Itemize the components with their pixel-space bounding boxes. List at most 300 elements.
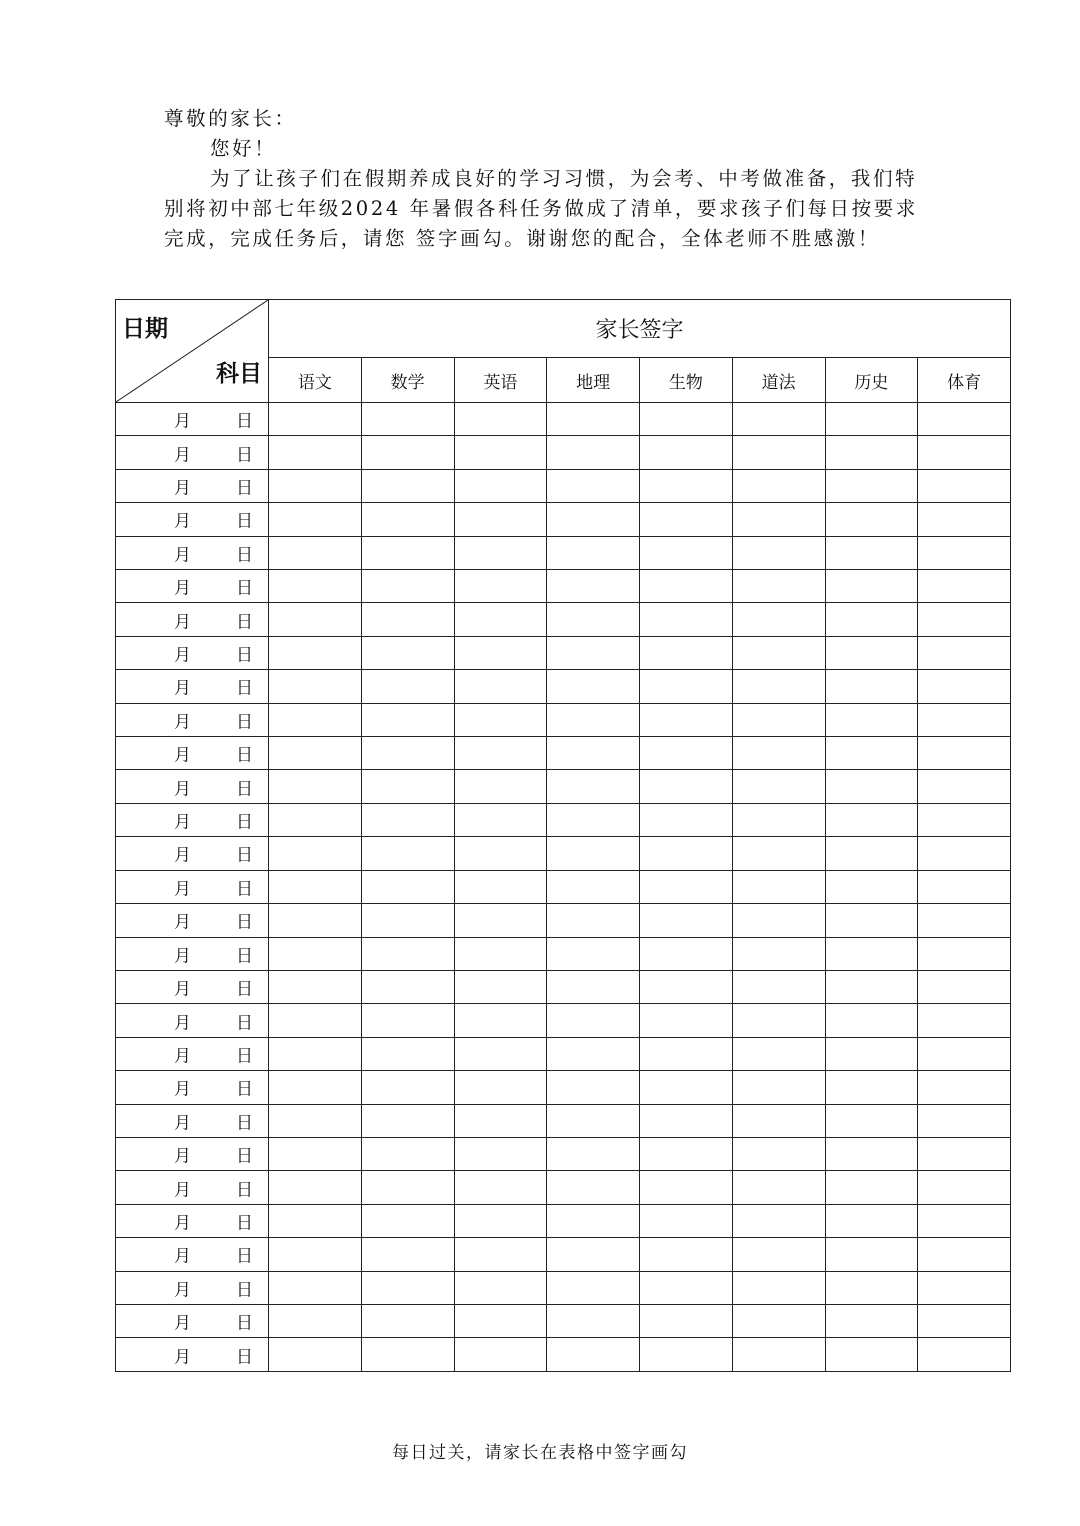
signature-cell[interactable] <box>269 1338 362 1372</box>
signature-cell[interactable] <box>547 636 640 669</box>
header-corner-cell <box>116 300 269 403</box>
table-row <box>116 436 1011 469</box>
signature-cell[interactable] <box>547 1304 640 1337</box>
month-label: 月 <box>174 779 191 800</box>
signature-cell[interactable] <box>918 503 1011 536</box>
signature-cell[interactable] <box>361 1071 454 1104</box>
signature-cell[interactable] <box>547 503 640 536</box>
signature-cell[interactable] <box>640 1171 733 1204</box>
signature-cell[interactable] <box>825 737 918 770</box>
signature-cell[interactable] <box>269 1104 362 1137</box>
signature-cell[interactable] <box>454 1171 547 1204</box>
signature-cell[interactable] <box>361 937 454 970</box>
signature-cell[interactable] <box>918 904 1011 937</box>
month-label: 月 <box>174 1180 191 1201</box>
signature-cell[interactable] <box>825 1338 918 1372</box>
signature-cell[interactable] <box>640 737 733 770</box>
signature-cell[interactable] <box>454 870 547 903</box>
signature-cell[interactable] <box>918 970 1011 1003</box>
signature-cell[interactable] <box>918 1137 1011 1170</box>
signature-cell[interactable] <box>825 904 918 937</box>
month-label: 月 <box>174 845 191 866</box>
signature-cell[interactable] <box>361 603 454 636</box>
signature-cell[interactable] <box>732 703 825 736</box>
signature-cell[interactable] <box>454 803 547 836</box>
month-label: 月 <box>174 545 191 566</box>
day-label: 日 <box>236 1013 253 1034</box>
signature-cell[interactable] <box>361 403 454 436</box>
signature-cell[interactable] <box>454 1104 547 1137</box>
signature-cell[interactable] <box>547 803 640 836</box>
signature-cell[interactable] <box>547 1037 640 1070</box>
signature-cell[interactable] <box>361 770 454 803</box>
signature-cell[interactable] <box>918 1304 1011 1337</box>
signature-cell[interactable] <box>454 1037 547 1070</box>
signature-cell[interactable] <box>547 1204 640 1237</box>
signature-cell[interactable] <box>825 970 918 1003</box>
signature-cell[interactable] <box>918 770 1011 803</box>
subject-header-cell: 英语 <box>454 358 547 403</box>
signature-cell[interactable] <box>361 503 454 536</box>
signature-cell[interactable] <box>640 403 733 436</box>
signature-cell[interactable] <box>269 570 362 603</box>
signature-cell[interactable] <box>454 703 547 736</box>
table-row <box>116 536 1011 569</box>
subject-header-cell: 数学 <box>361 358 454 403</box>
table-row <box>116 1004 1011 1037</box>
table-row <box>116 1338 1011 1372</box>
day-label: 日 <box>236 645 253 666</box>
signature-cell[interactable] <box>825 1004 918 1037</box>
signature-cell[interactable] <box>918 469 1011 502</box>
signature-cell[interactable] <box>732 803 825 836</box>
signature-cell[interactable] <box>361 1238 454 1271</box>
signature-cell[interactable] <box>640 770 733 803</box>
signature-cell[interactable] <box>361 1104 454 1137</box>
signature-cell[interactable] <box>732 1004 825 1037</box>
signature-cell[interactable] <box>361 570 454 603</box>
signature-cell[interactable] <box>269 536 362 569</box>
signature-cell[interactable] <box>361 436 454 469</box>
table-row <box>116 937 1011 970</box>
signature-cell[interactable] <box>547 1004 640 1037</box>
month-label: 月 <box>174 712 191 733</box>
signature-cell[interactable] <box>918 737 1011 770</box>
signature-cell[interactable] <box>547 670 640 703</box>
signature-cell[interactable] <box>825 1238 918 1271</box>
signature-cell[interactable] <box>732 1238 825 1271</box>
day-label: 日 <box>236 845 253 866</box>
date-cell <box>116 469 269 502</box>
signature-cell[interactable] <box>825 803 918 836</box>
table-row <box>116 1204 1011 1237</box>
signature-cell[interactable] <box>732 1137 825 1170</box>
table-row <box>116 1238 1011 1271</box>
signature-cell[interactable] <box>361 469 454 502</box>
signature-cell[interactable] <box>454 937 547 970</box>
signature-cell[interactable] <box>361 1037 454 1070</box>
table-row <box>116 904 1011 937</box>
letter-greeting: 您好！ <box>210 137 277 160</box>
table-row <box>116 1104 1011 1137</box>
day-label: 日 <box>236 1180 253 1201</box>
signature-cell[interactable] <box>269 1271 362 1304</box>
signature-cell[interactable] <box>918 803 1011 836</box>
signature-cell[interactable] <box>825 770 918 803</box>
signature-cell[interactable] <box>732 536 825 569</box>
signature-cell[interactable] <box>918 1004 1011 1037</box>
table-row <box>116 970 1011 1003</box>
signature-cell[interactable] <box>454 737 547 770</box>
signature-cell[interactable] <box>361 1338 454 1372</box>
signature-cell[interactable] <box>269 670 362 703</box>
signature-cell[interactable] <box>269 1071 362 1104</box>
signature-cell[interactable] <box>918 536 1011 569</box>
day-label: 日 <box>236 1146 253 1167</box>
day-label: 日 <box>236 1347 253 1368</box>
signature-cell[interactable] <box>825 1171 918 1204</box>
signature-cell[interactable] <box>269 904 362 937</box>
signature-cell[interactable] <box>454 503 547 536</box>
signature-cell[interactable] <box>269 1204 362 1237</box>
signature-cell[interactable] <box>640 703 733 736</box>
day-label: 日 <box>236 779 253 800</box>
signature-cell[interactable] <box>269 1037 362 1070</box>
signature-cell[interactable] <box>732 1171 825 1204</box>
signature-cell[interactable] <box>640 436 733 469</box>
signature-cell[interactable] <box>918 1204 1011 1237</box>
date-cell <box>116 1204 269 1237</box>
signature-cell[interactable] <box>732 970 825 1003</box>
signature-cell[interactable] <box>918 570 1011 603</box>
signature-cell[interactable] <box>825 469 918 502</box>
month-label: 月 <box>174 946 191 967</box>
signature-cell[interactable] <box>640 1004 733 1037</box>
signature-cell[interactable] <box>640 937 733 970</box>
signature-cell[interactable] <box>732 1271 825 1304</box>
signature-cell[interactable] <box>361 1171 454 1204</box>
table-row <box>116 1037 1011 1070</box>
signature-cell[interactable] <box>918 837 1011 870</box>
signature-cell[interactable] <box>269 803 362 836</box>
signature-cell[interactable] <box>361 636 454 669</box>
date-rows <box>116 403 1011 1372</box>
signature-cell[interactable] <box>732 870 825 903</box>
signature-cell[interactable] <box>454 570 547 603</box>
month-label: 月 <box>174 879 191 900</box>
signature-cell[interactable] <box>547 970 640 1003</box>
signature-cell[interactable] <box>825 603 918 636</box>
signature-cell[interactable] <box>918 1238 1011 1271</box>
signature-cell[interactable] <box>640 636 733 669</box>
signature-cell[interactable] <box>732 737 825 770</box>
signature-cell[interactable] <box>640 1338 733 1372</box>
signature-cell[interactable] <box>640 1104 733 1137</box>
signature-cell[interactable] <box>547 570 640 603</box>
signature-cell[interactable] <box>454 1271 547 1304</box>
signature-cell[interactable] <box>732 1204 825 1237</box>
signature-cell[interactable] <box>825 436 918 469</box>
signature-cell[interactable] <box>269 469 362 502</box>
signature-cell[interactable] <box>918 1104 1011 1137</box>
signature-cell[interactable] <box>825 1204 918 1237</box>
signature-cell[interactable] <box>732 403 825 436</box>
signature-cell[interactable] <box>640 1304 733 1337</box>
signature-cell[interactable] <box>547 904 640 937</box>
month-label: 月 <box>174 678 191 699</box>
month-label: 月 <box>174 1113 191 1134</box>
signature-cell[interactable] <box>918 1037 1011 1070</box>
signature-cell[interactable] <box>918 436 1011 469</box>
signature-cell[interactable] <box>732 904 825 937</box>
signature-cell[interactable] <box>640 837 733 870</box>
signature-cell[interactable] <box>825 636 918 669</box>
signature-cell[interactable] <box>454 536 547 569</box>
month-label: 月 <box>174 612 191 633</box>
signature-cell[interactable] <box>825 837 918 870</box>
signature-cell[interactable] <box>547 870 640 903</box>
month-label: 月 <box>174 411 191 432</box>
table-row <box>116 603 1011 636</box>
table-row <box>116 1071 1011 1104</box>
signature-cell[interactable] <box>361 803 454 836</box>
date-cell <box>116 436 269 469</box>
signature-cell[interactable] <box>547 770 640 803</box>
signature-cell[interactable] <box>454 670 547 703</box>
signature-cell[interactable] <box>732 937 825 970</box>
signature-cell[interactable] <box>547 1104 640 1137</box>
signature-cell[interactable] <box>825 1271 918 1304</box>
signature-cell[interactable] <box>732 770 825 803</box>
signature-cell[interactable] <box>732 1037 825 1070</box>
signature-cell[interactable] <box>732 1338 825 1372</box>
signature-cell[interactable] <box>454 403 547 436</box>
month-label: 月 <box>174 745 191 766</box>
signature-cell[interactable] <box>918 1338 1011 1372</box>
signature-cell[interactable] <box>825 703 918 736</box>
month-label: 月 <box>174 1013 191 1034</box>
date-cell <box>116 1238 269 1271</box>
signature-cell[interactable] <box>361 870 454 903</box>
signature-cell[interactable] <box>547 703 640 736</box>
signature-cell[interactable] <box>732 1071 825 1104</box>
table-row <box>116 803 1011 836</box>
signature-cell[interactable] <box>825 1104 918 1137</box>
signature-cell[interactable] <box>640 670 733 703</box>
signature-cell[interactable] <box>825 403 918 436</box>
signature-cell[interactable] <box>547 837 640 870</box>
signature-cell[interactable] <box>454 970 547 1003</box>
signature-cell[interactable] <box>825 870 918 903</box>
signature-cell[interactable] <box>547 1071 640 1104</box>
signature-cell[interactable] <box>825 536 918 569</box>
table-row <box>116 670 1011 703</box>
date-cell <box>116 703 269 736</box>
signature-cell[interactable] <box>454 436 547 469</box>
signature-cell[interactable] <box>269 1171 362 1204</box>
signature-cell[interactable] <box>732 1304 825 1337</box>
signature-cell[interactable] <box>732 837 825 870</box>
signature-cell[interactable] <box>269 1137 362 1170</box>
signature-cell[interactable] <box>269 703 362 736</box>
signature-cell[interactable] <box>918 670 1011 703</box>
signature-cell[interactable] <box>547 1338 640 1372</box>
signature-cell[interactable] <box>269 436 362 469</box>
signature-cell[interactable] <box>269 770 362 803</box>
signature-cell[interactable] <box>825 1137 918 1170</box>
signature-cell[interactable] <box>547 603 640 636</box>
signature-cell[interactable] <box>547 403 640 436</box>
signature-cell[interactable] <box>547 536 640 569</box>
table-row <box>116 870 1011 903</box>
signature-cell[interactable] <box>454 1304 547 1337</box>
signature-cell[interactable] <box>361 904 454 937</box>
signature-cell[interactable] <box>918 937 1011 970</box>
signature-cell[interactable] <box>732 670 825 703</box>
signature-cell[interactable] <box>269 970 362 1003</box>
signature-cell[interactable] <box>269 403 362 436</box>
signature-cell[interactable] <box>454 1338 547 1372</box>
day-label: 日 <box>236 812 253 833</box>
signature-cell[interactable] <box>269 937 362 970</box>
signature-cell[interactable] <box>547 1238 640 1271</box>
signature-cell[interactable] <box>269 1238 362 1271</box>
signature-cell[interactable] <box>918 870 1011 903</box>
signature-header: 家长签字 <box>269 300 1011 358</box>
signature-cell[interactable] <box>918 636 1011 669</box>
signature-cell[interactable] <box>640 469 733 502</box>
signature-cell[interactable] <box>361 1004 454 1037</box>
signature-cell[interactable] <box>732 636 825 669</box>
date-cell <box>116 636 269 669</box>
signature-cell[interactable] <box>269 870 362 903</box>
signature-cell[interactable] <box>269 503 362 536</box>
signature-cell[interactable] <box>640 1204 733 1237</box>
signature-cell[interactable] <box>269 1304 362 1337</box>
signature-cell[interactable] <box>361 1204 454 1237</box>
signature-cell[interactable] <box>640 1037 733 1070</box>
signature-cell[interactable] <box>640 904 733 937</box>
signature-cell[interactable] <box>454 1071 547 1104</box>
signature-cell[interactable] <box>361 536 454 569</box>
signature-cell[interactable] <box>640 970 733 1003</box>
signature-cell[interactable] <box>269 1004 362 1037</box>
signature-cell[interactable] <box>547 1171 640 1204</box>
signature-cell[interactable] <box>918 603 1011 636</box>
signature-cell[interactable] <box>640 570 733 603</box>
signature-cell[interactable] <box>825 570 918 603</box>
signature-cell[interactable] <box>640 1071 733 1104</box>
signature-cell[interactable] <box>361 1137 454 1170</box>
subject-header-cell: 生物 <box>640 358 733 403</box>
signature-cell[interactable] <box>454 1137 547 1170</box>
date-cell <box>116 536 269 569</box>
signature-cell[interactable] <box>454 837 547 870</box>
signature-cell[interactable] <box>732 436 825 469</box>
day-label: 日 <box>236 578 253 599</box>
day-label: 日 <box>236 511 253 532</box>
signature-cell[interactable] <box>454 636 547 669</box>
month-label: 月 <box>174 1079 191 1100</box>
signature-cell[interactable] <box>825 503 918 536</box>
signature-cell[interactable] <box>640 1238 733 1271</box>
signature-cell[interactable] <box>825 1037 918 1070</box>
signature-cell[interactable] <box>547 737 640 770</box>
month-label: 月 <box>174 478 191 499</box>
signature-cell[interactable] <box>454 1004 547 1037</box>
signature-cell[interactable] <box>825 670 918 703</box>
signature-cell[interactable] <box>269 737 362 770</box>
month-label: 月 <box>174 578 191 599</box>
signature-cell[interactable] <box>269 636 362 669</box>
day-label: 日 <box>236 478 253 499</box>
signature-cell[interactable] <box>454 904 547 937</box>
signature-cell[interactable] <box>361 1304 454 1337</box>
signature-cell[interactable] <box>640 536 733 569</box>
footer-note: 每日过关，请家长在表格中签字画勾 <box>392 1443 688 1463</box>
signature-cell[interactable] <box>547 937 640 970</box>
signature-cell[interactable] <box>361 970 454 1003</box>
signature-cell[interactable] <box>547 1137 640 1170</box>
month-label: 月 <box>174 445 191 466</box>
signature-cell[interactable] <box>454 1238 547 1271</box>
date-cell <box>116 570 269 603</box>
signature-cell[interactable] <box>918 403 1011 436</box>
signature-cell[interactable] <box>454 603 547 636</box>
signature-cell[interactable] <box>547 436 640 469</box>
signature-cell[interactable] <box>640 503 733 536</box>
signature-cell[interactable] <box>918 1071 1011 1104</box>
signature-cell[interactable] <box>547 1271 640 1304</box>
signature-cell[interactable] <box>732 469 825 502</box>
signature-cell[interactable] <box>640 603 733 636</box>
table-row <box>116 503 1011 536</box>
signature-cell[interactable] <box>732 603 825 636</box>
corner-subject-label: 科目 <box>216 361 262 387</box>
corner-date-label: 日期 <box>122 316 168 342</box>
signature-cell[interactable] <box>825 1071 918 1104</box>
signature-cell[interactable] <box>825 1304 918 1337</box>
signature-cell[interactable] <box>640 1271 733 1304</box>
signature-cell[interactable] <box>640 870 733 903</box>
signature-cell[interactable] <box>918 1271 1011 1304</box>
month-label: 月 <box>174 812 191 833</box>
signature-cell[interactable] <box>732 1104 825 1137</box>
signature-cell[interactable] <box>825 937 918 970</box>
signature-cell[interactable] <box>918 703 1011 736</box>
signature-cell[interactable] <box>361 1271 454 1304</box>
signature-cell[interactable] <box>918 1171 1011 1204</box>
signature-cell[interactable] <box>454 1204 547 1237</box>
signature-cell[interactable] <box>454 469 547 502</box>
signature-cell[interactable] <box>361 837 454 870</box>
subject-header-cell: 道法 <box>732 358 825 403</box>
signature-cell[interactable] <box>454 770 547 803</box>
subject-header-cell: 语文 <box>269 358 362 403</box>
signature-cell[interactable] <box>732 503 825 536</box>
signature-cell[interactable] <box>361 670 454 703</box>
day-label: 日 <box>236 411 253 432</box>
signature-cell[interactable] <box>361 737 454 770</box>
signature-cell[interactable] <box>640 803 733 836</box>
signature-cell[interactable] <box>547 469 640 502</box>
signature-cell[interactable] <box>269 837 362 870</box>
month-label: 月 <box>174 1347 191 1368</box>
signature-cell[interactable] <box>732 570 825 603</box>
signature-cell[interactable] <box>269 603 362 636</box>
signature-cell[interactable] <box>361 703 454 736</box>
signature-cell[interactable] <box>640 1137 733 1170</box>
